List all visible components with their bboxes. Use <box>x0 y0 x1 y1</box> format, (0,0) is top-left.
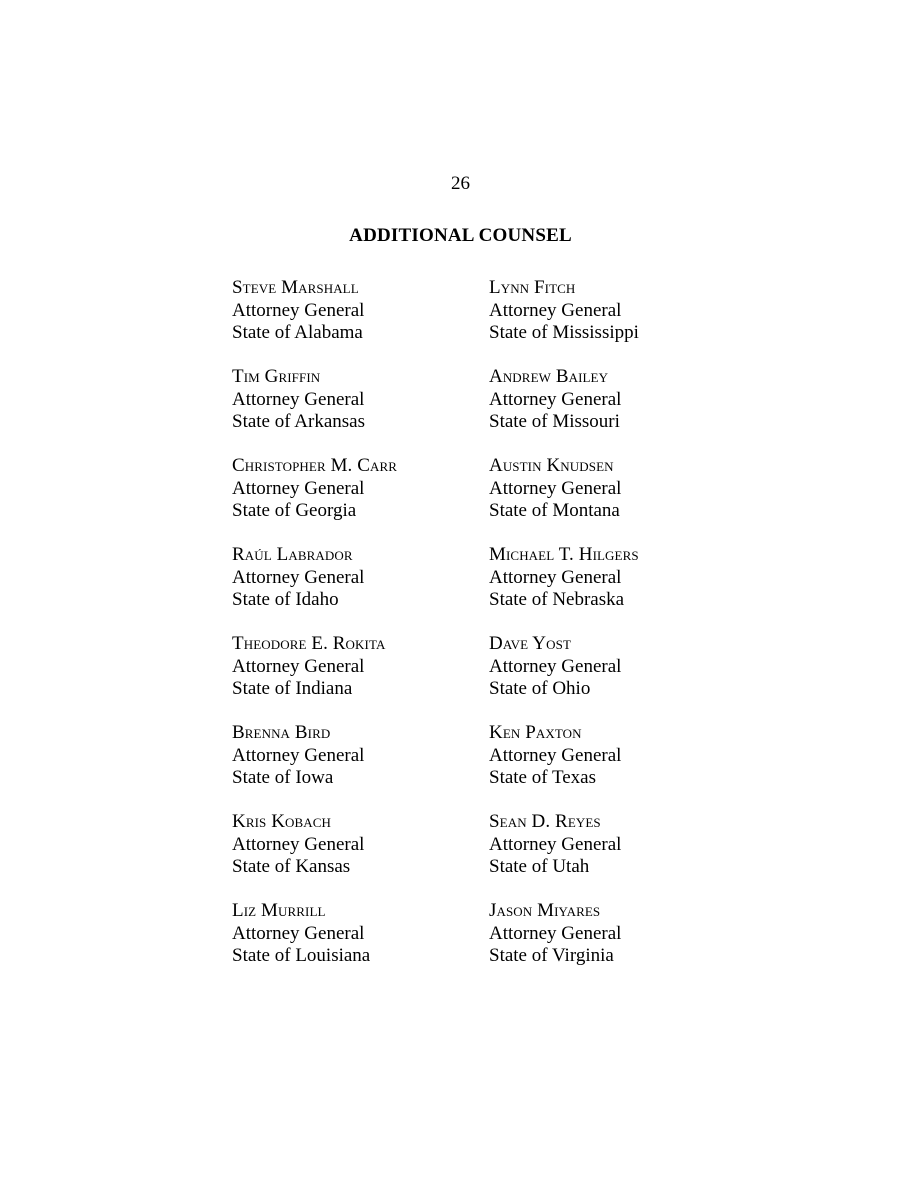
counsel-name: Kris Kobach <box>232 811 332 832</box>
counsel-state: State of Idaho <box>232 589 339 610</box>
counsel-state: State of Mississippi <box>489 322 639 343</box>
counsel-state: State of Georgia <box>232 500 357 521</box>
counsel-title: Attorney General <box>232 922 365 944</box>
counsel-title: Attorney General <box>489 566 622 588</box>
counsel-name: Andrew Bailey <box>489 366 609 387</box>
counsel-state: State of Iowa <box>232 767 334 788</box>
counsel-title: Attorney General <box>232 566 365 588</box>
counsel-title: Attorney General <box>489 477 622 499</box>
counsel-entry <box>489 455 749 544</box>
counsel-name: Tim Griffin <box>232 366 321 387</box>
counsel-name: Raúl Labrador <box>232 544 353 565</box>
section-heading: ADDITIONAL COUNSEL <box>349 225 572 246</box>
counsel-title: Attorney General <box>489 744 622 766</box>
counsel-entry <box>489 722 749 811</box>
counsel-entry <box>232 455 492 544</box>
counsel-entry <box>232 900 492 989</box>
counsel-name: Sean D. Reyes <box>489 811 601 832</box>
counsel-entry <box>232 811 492 900</box>
counsel-title: Attorney General <box>489 388 622 410</box>
counsel-title: Attorney General <box>232 299 365 321</box>
counsel-title: Attorney General <box>232 388 365 410</box>
counsel-title: Attorney General <box>232 477 365 499</box>
left-counsel-column <box>232 277 492 989</box>
counsel-state: State of Texas <box>489 767 597 788</box>
page-number: 26 <box>451 173 470 194</box>
counsel-name: Michael T. Hilgers <box>489 544 639 565</box>
counsel-entry <box>489 544 749 633</box>
counsel-name: Ken Paxton <box>489 722 582 743</box>
counsel-name: Liz Murrill <box>232 900 326 921</box>
counsel-state: State of Louisiana <box>232 945 371 966</box>
counsel-name: Christopher M. Carr <box>232 455 398 476</box>
counsel-name: Lynn Fitch <box>489 277 576 298</box>
counsel-entry <box>232 633 492 722</box>
counsel-state: State of Nebraska <box>489 589 625 610</box>
counsel-entry <box>232 722 492 811</box>
counsel-entry <box>232 366 492 455</box>
counsel-title: Attorney General <box>232 833 365 855</box>
right-counsel-column <box>489 277 749 989</box>
counsel-title: Attorney General <box>489 655 622 677</box>
counsel-name: Dave Yost <box>489 633 571 654</box>
counsel-state: State of Montana <box>489 500 620 521</box>
counsel-state: State of Utah <box>489 856 590 877</box>
counsel-name: Brenna Bird <box>232 722 331 743</box>
counsel-state: State of Indiana <box>232 678 353 699</box>
counsel-name: Steve Marshall <box>232 277 359 298</box>
counsel-state: State of Ohio <box>489 678 591 699</box>
counsel-name: Theodore E. Rokita <box>232 633 386 654</box>
counsel-title: Attorney General <box>232 655 365 677</box>
counsel-title: Attorney General <box>489 299 622 321</box>
counsel-state: State of Virginia <box>489 945 614 966</box>
counsel-state: State of Kansas <box>232 856 351 877</box>
counsel-name: Jason Miyares <box>489 900 601 921</box>
counsel-state: State of Missouri <box>489 411 620 432</box>
counsel-entry <box>489 277 749 366</box>
counsel-entry <box>489 900 749 989</box>
counsel-entry <box>489 366 749 455</box>
counsel-title: Attorney General <box>489 922 622 944</box>
counsel-entry <box>489 633 749 722</box>
counsel-name: Austin Knudsen <box>489 455 614 476</box>
counsel-title: Attorney General <box>232 744 365 766</box>
counsel-state: State of Alabama <box>232 322 363 343</box>
counsel-entry <box>232 277 492 366</box>
counsel-state: State of Arkansas <box>232 411 365 432</box>
counsel-entry <box>489 811 749 900</box>
counsel-entry <box>232 544 492 633</box>
counsel-title: Attorney General <box>489 833 622 855</box>
